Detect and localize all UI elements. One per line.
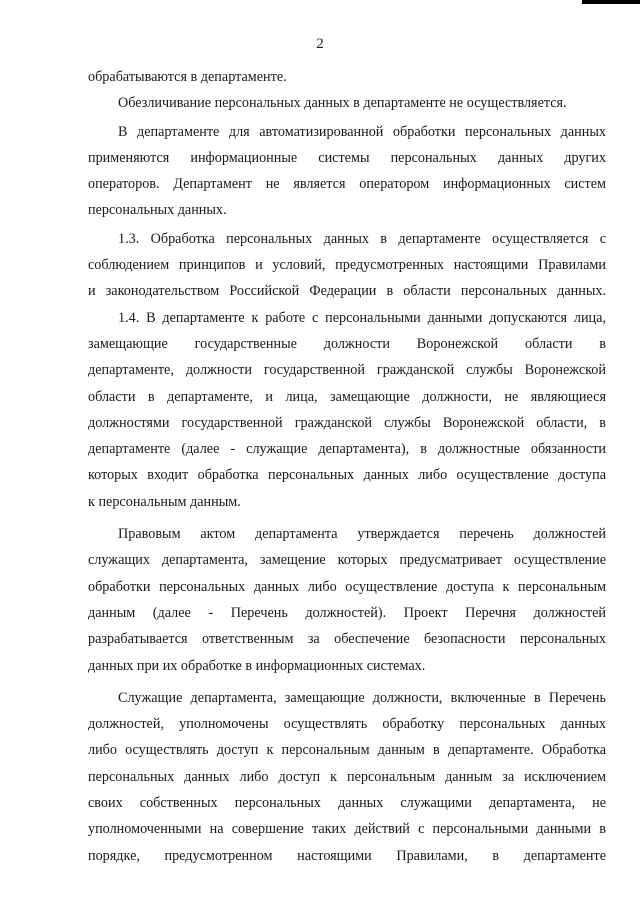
page-number: 2: [316, 36, 324, 52]
text-line: департаменте, должности государственной гражданской службы Воронежской: [88, 362, 606, 379]
text-line: к персональным данным.: [88, 493, 241, 510]
text-line: либо осуществлять доступ к персональным данным в департаменте. Обработка: [88, 742, 606, 759]
scan-edge-mark: [582, 0, 640, 4]
text-line: служащих департамента, замещение которых предусматривает осуществление: [88, 552, 606, 569]
text-line: области в департаменте, и лица, замещающие должности, не являющиеся: [88, 388, 606, 405]
text-line: В департаменте для автоматизированной обработки персональных данных: [118, 123, 606, 140]
text-line: Обезличивание персональных данных в департаменте не осуществляется.: [118, 95, 567, 112]
text-line: департаменте (далее - служащие департамента), в должностные обязанности: [88, 441, 606, 458]
text-line: персональных данных либо доступ к персональным данным за исключением: [88, 768, 606, 785]
text-line: замещающие государственные должности Воронежской области в: [88, 335, 606, 352]
text-line: которых входит обработка персональных данных либо осуществление доступа: [88, 467, 606, 484]
text-line: и законодательством Российской Федерации в области персональных данных.: [88, 283, 606, 300]
text-line: уполномоченными на совершение таких действий с персональными данными в: [88, 821, 606, 838]
text-line: данных при их обработке в информационных системах.: [88, 657, 426, 674]
text-line: 1.3. Обработка персональных данных в департаменте осуществляется с: [118, 230, 606, 247]
text-line: должностей, уполномочены осуществлять обработку персональных данных: [88, 716, 606, 733]
document-body: [88, 64, 606, 869]
text-line: персональных данных.: [88, 202, 227, 219]
text-line: Служащие департамента, замещающие должности, включенные в Перечень: [118, 689, 606, 706]
text-line: операторов. Департамент не является оператором информационных систем: [88, 176, 606, 193]
text-line: данным (далее - Перечень должностей). Проект Перечня должностей: [88, 604, 606, 621]
text-line: порядке, предусмотренном настоящими Правилами, в департаменте: [88, 847, 606, 864]
text-line: соблюдением принципов и условий, предусмотренных настоящими Правилами: [88, 257, 606, 274]
text-line: применяются информационные системы персональных данных других: [88, 149, 606, 166]
text-line: должностями государственной гражданской службы Воронежской области, в: [88, 414, 606, 431]
text-line: 1.4. В департаменте к работе с персональными данными допускаются лица,: [118, 309, 606, 326]
text-line: своих собственных персональных данных служащими департамента, не: [88, 795, 606, 812]
text-line: обрабатываются в департаменте.: [88, 69, 287, 85]
text-line: разрабатывается ответственным за обеспечение безопасности персональных: [88, 631, 606, 648]
text-line: Правовым актом департамента утверждается перечень должностей: [118, 526, 606, 543]
text-line: обработки персональных данных либо осуществление доступа к персональным: [88, 578, 606, 595]
